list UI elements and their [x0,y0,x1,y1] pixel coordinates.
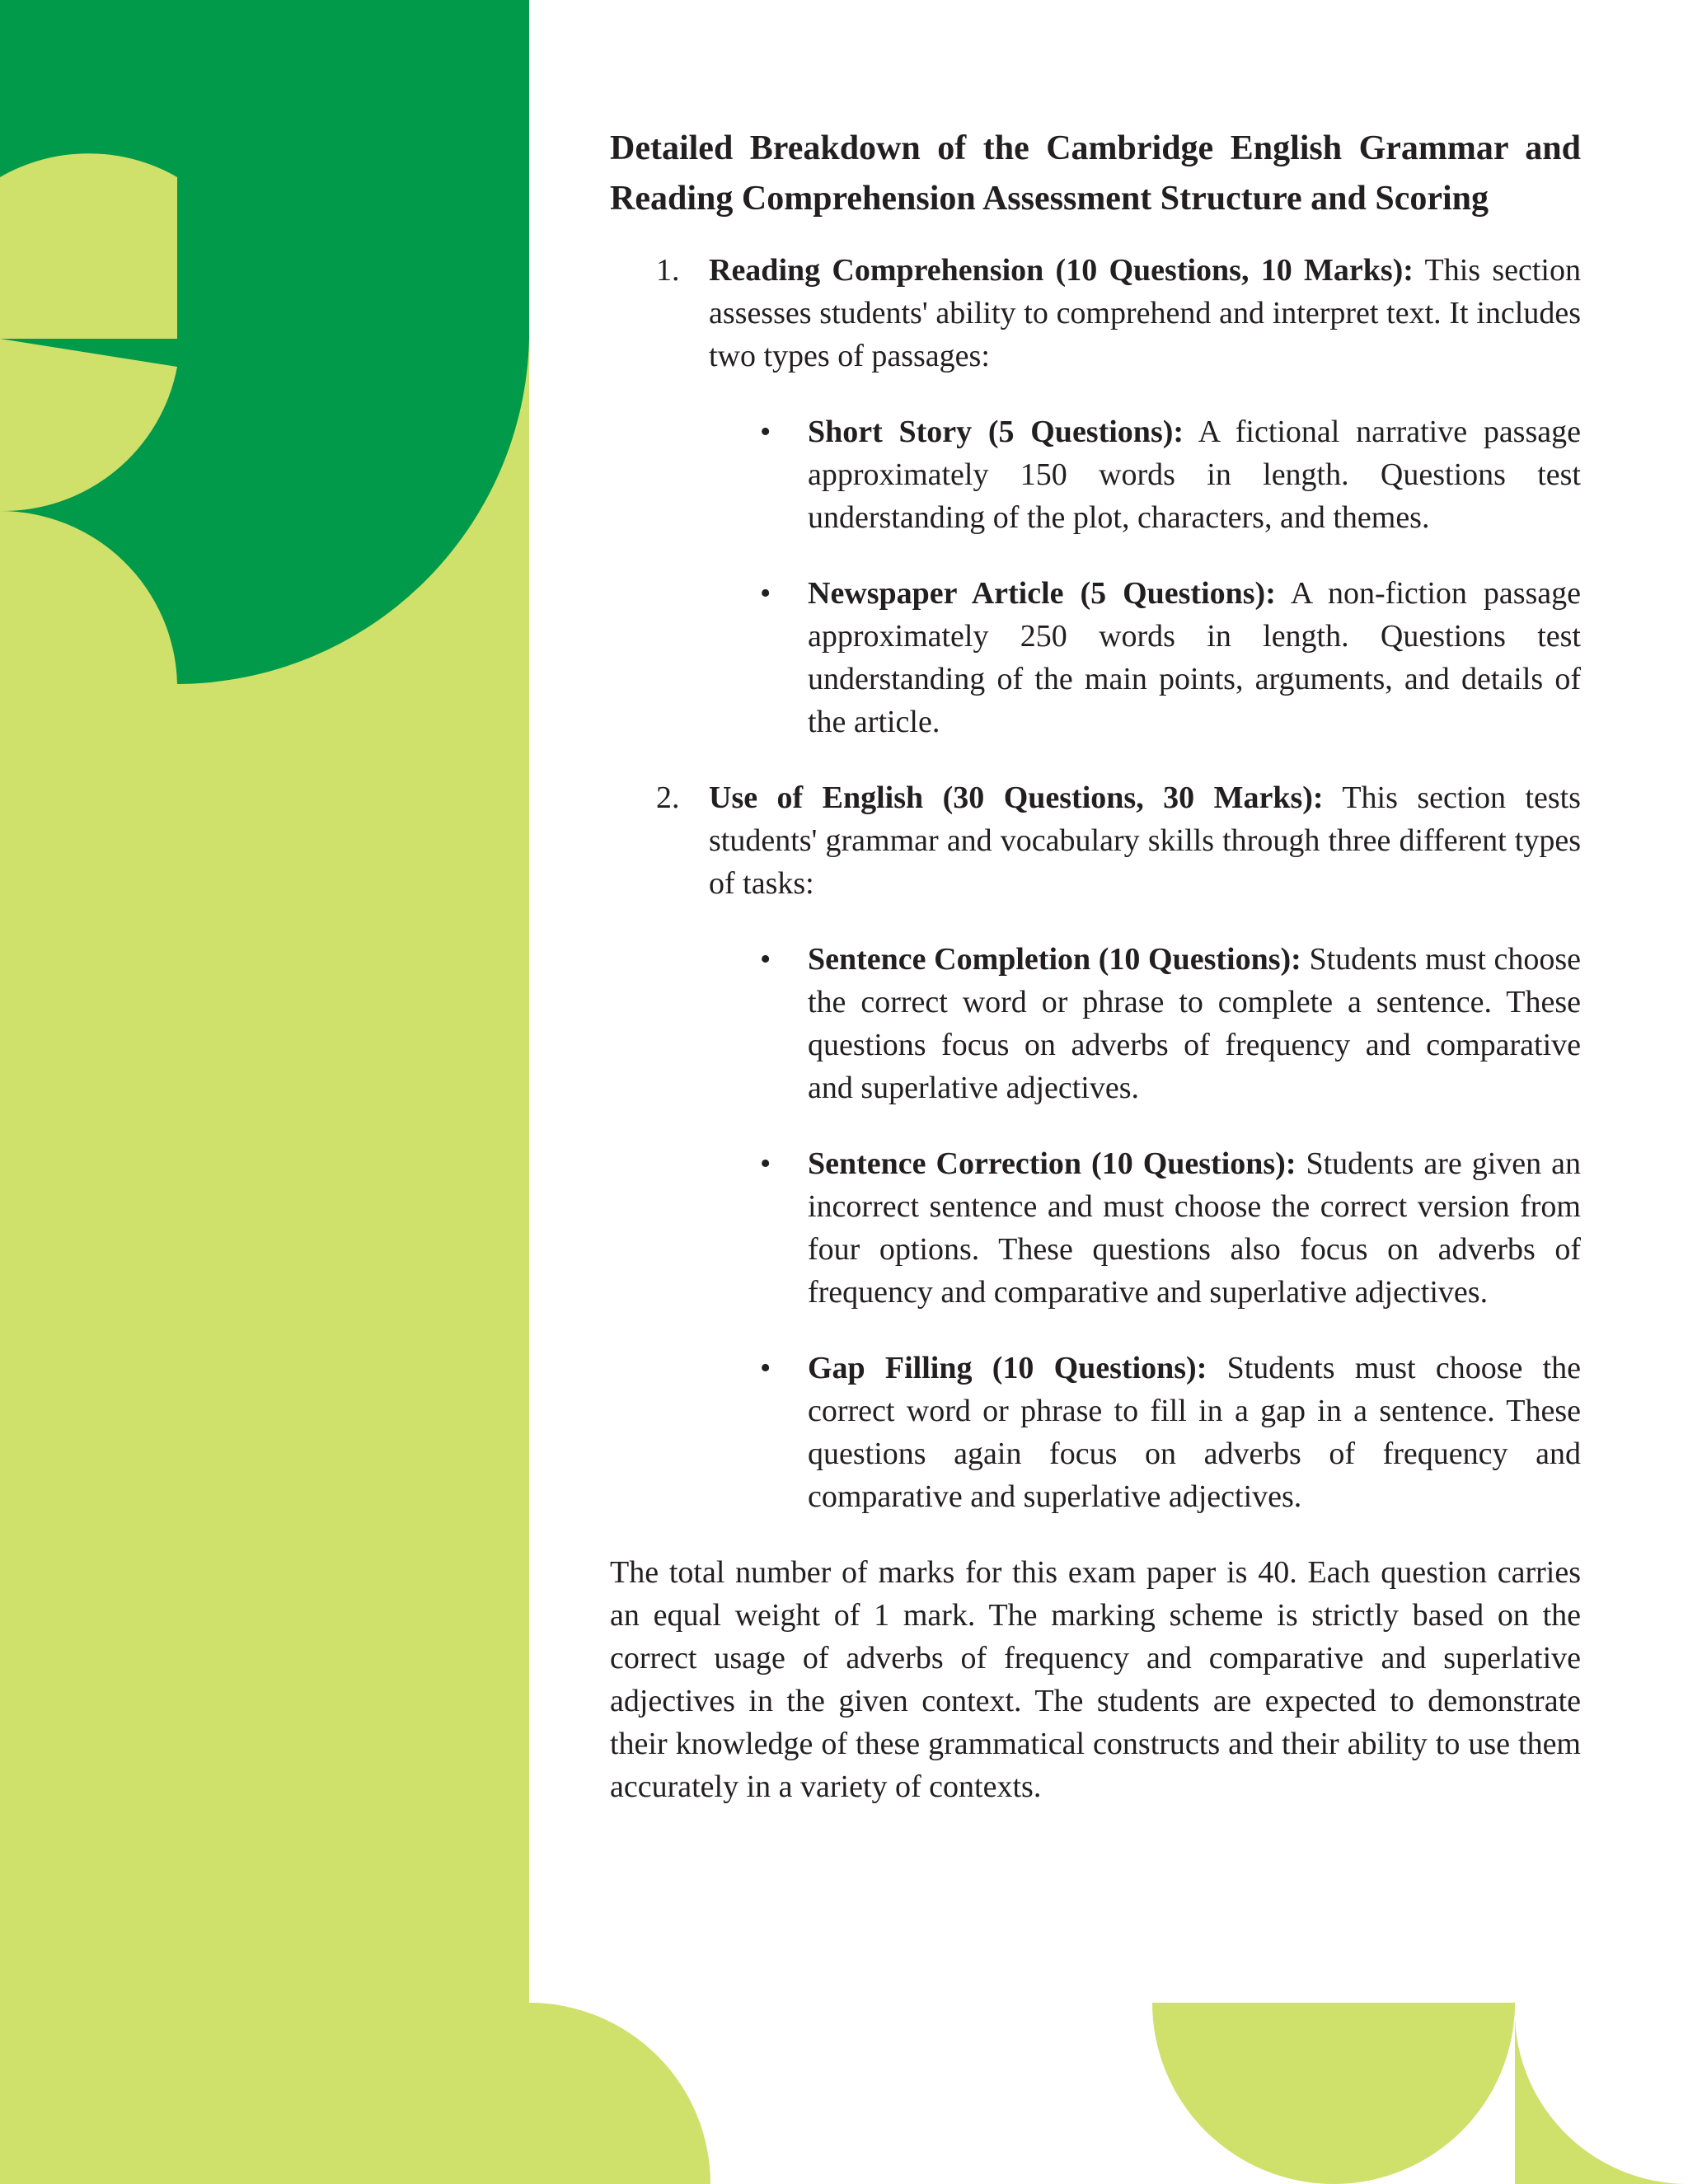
bullet-icon: • [760,1146,771,1181]
bullet-item-newspaper-article [709,572,1581,743]
bullet-heading: Gap Filling (10 Questions): [808,1351,1207,1385]
bottom-right-quarter-disc [1152,2003,1515,2184]
bullet-icon: • [760,415,771,449]
bullet-text: A non-fiction passage approximately 250 words in length. Questions test understanding of the main points, arguments, and details of the article. [808,576,1582,739]
section-use-of-english [610,776,1581,1518]
bullet-icon: • [760,942,771,977]
bullet-text: Students must choose the correct word or phrase to complete a sentence. These questions focus on adverbs of frequency and comparative and superlative adjectives. [808,942,1582,1105]
section-number: 2. [656,780,680,815]
bullet-heading: Newspaper Article (5 Questions): [808,576,1276,611]
section-reading-comprehension [610,249,1581,743]
section-description: This section tests students' grammar and vocabulary skills through three different types of tasks: [709,780,1581,901]
section-paragraph [709,776,1581,905]
bullet-paragraph [808,1347,1581,1518]
bullet-icon: • [760,1351,771,1385]
bullet-icon: • [760,576,771,611]
section-list [610,249,1581,1518]
bullet-text: Students are given an incorrect sentence and must choose the correct version from four options. These questions also focus on adverbs of frequency and comparative and superlative adjectives. [808,1146,1581,1310]
bullet-text: Students must choose the correct word or phrase to fill in a gap in a sentence. These questions again focus on adverbs of frequency and comparative and superlative adjectives. [808,1351,1581,1514]
section-number: 1. [656,253,680,288]
bullet-paragraph [808,1142,1581,1314]
bullet-text: A fictional narrative passage approximately 150 words in length. Questions test understanding of the plot, characters, and themes. [808,415,1581,535]
bullet-heading: Short Story (5 Questions): [808,415,1184,449]
bullet-item-gap-filling [709,1347,1581,1518]
bullet-item-sentence-correction [709,1142,1581,1314]
bullet-paragraph [808,410,1581,539]
bottom-left-half-disc [529,2003,710,2184]
bullet-item-short-story [709,410,1581,539]
bullet-paragraph [808,938,1581,1109]
section-heading: Reading Comprehension (10 Questions, 10 Marks): [709,253,1414,288]
bottom-right-corner-shape [1515,2003,1688,2184]
summary-paragraph: The total number of marks for this exam paper is 40. Each question carries an equal weight of 1 mark. The marking scheme is strictly based on the correct usage of adverbs of frequency and comparative and superlative adjectives in the given context. The students are expected to demonstrate their knowledge of these grammatical constructs and their ability to use them accurately in a variety of contexts. [610,1555,1581,1804]
document-content [610,124,1581,1808]
section-description: This section assesses students' ability to comprehend and interpret text. It includes two types of passages: [709,253,1581,373]
passage-type-list [709,410,1581,743]
bullet-item-sentence-completion [709,938,1581,1109]
document-title: Detailed Breakdown of the Cambridge English Grammar and Reading Comprehension Assessment Structure and Scoring [610,129,1581,218]
section-paragraph [709,249,1581,377]
top-left-quarter-shape [0,0,177,177]
task-type-list [709,938,1581,1518]
bullet-heading: Sentence Completion (10 Questions): [808,942,1301,977]
bullet-heading: Sentence Correction (10 Questions): [808,1146,1296,1181]
section-heading: Use of English (30 Questions, 30 Marks): [709,780,1324,815]
bullet-paragraph [808,572,1581,743]
